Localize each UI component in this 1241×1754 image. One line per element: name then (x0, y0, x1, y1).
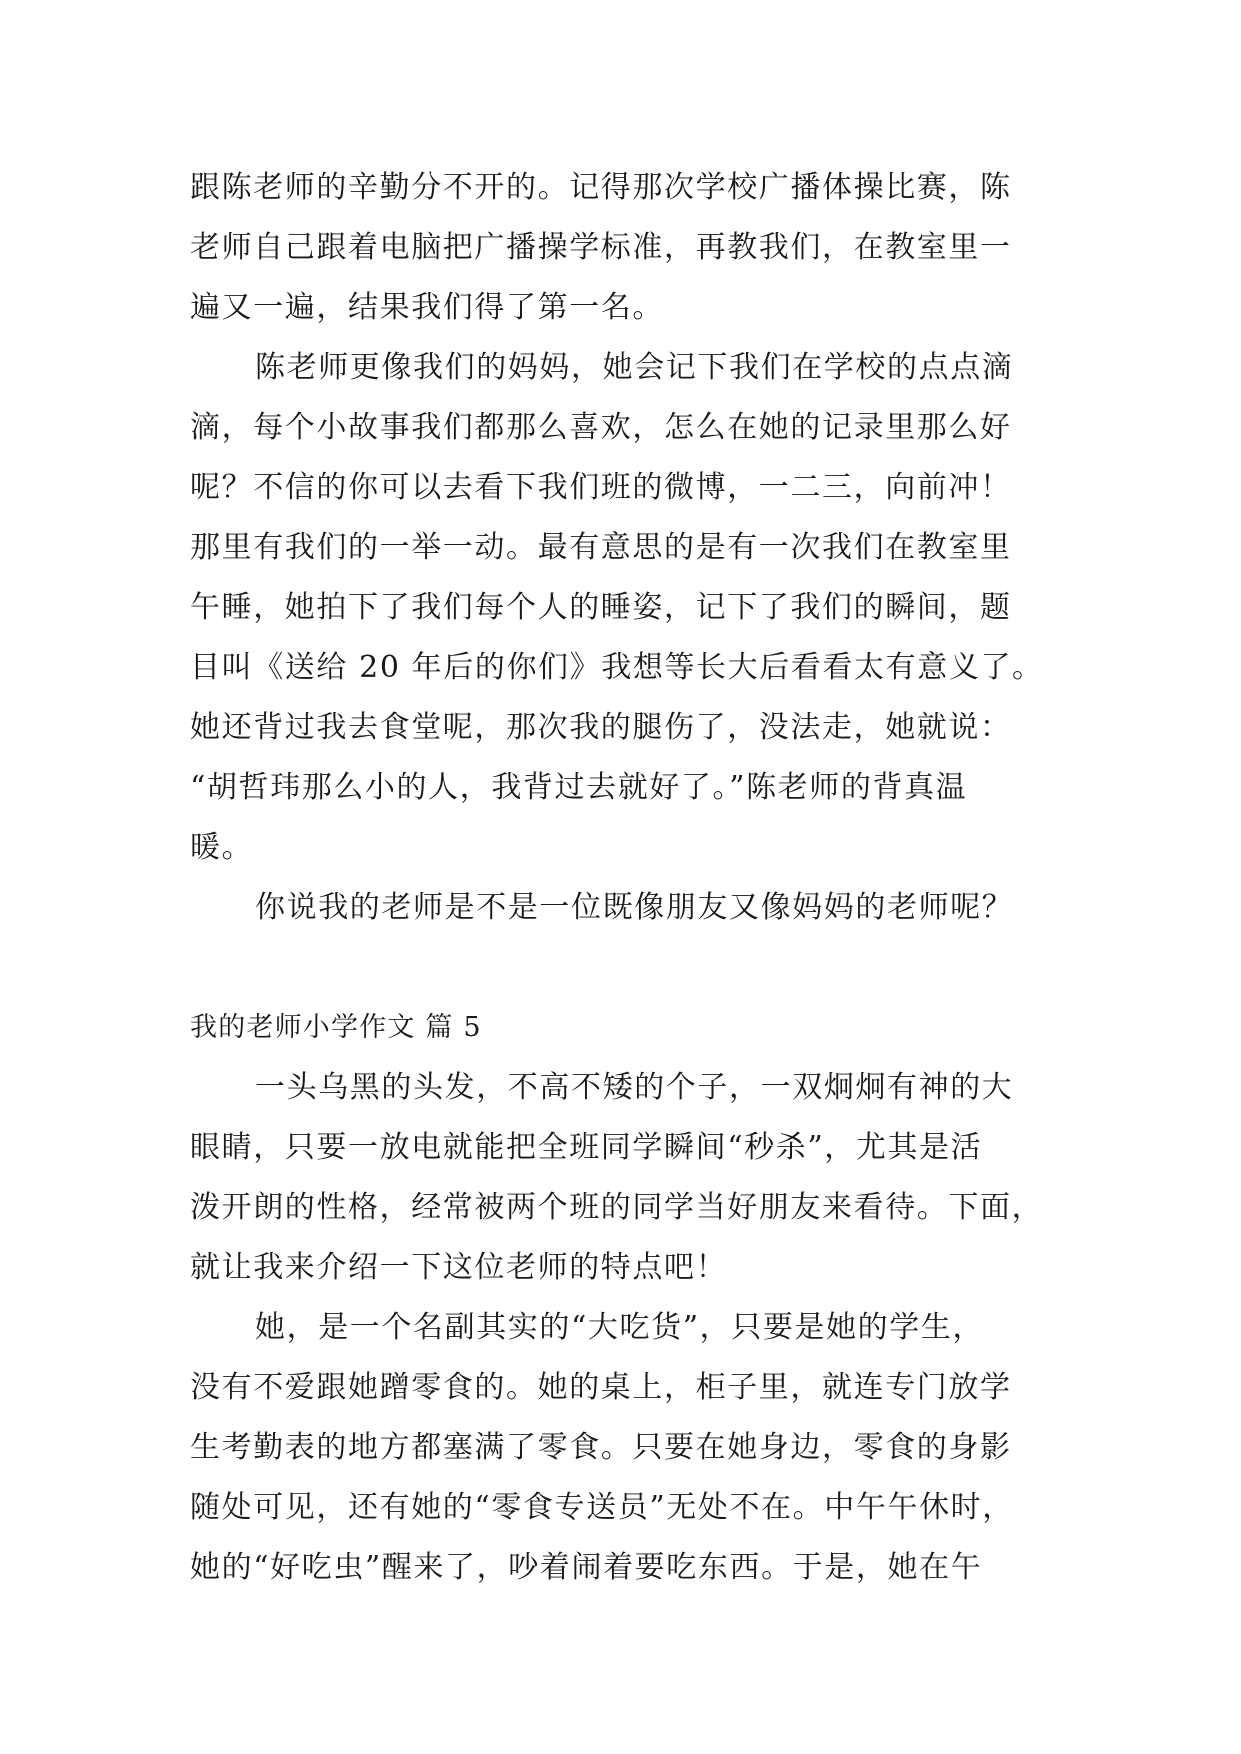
text-line: 那里有我们的一举一动。最有意思的是有一次我们在教室里 (190, 530, 1012, 565)
paragraph-3 (190, 878, 1070, 938)
text-line: 泼开朗的性格，经常被两个班的同学当好朋友来看待。下面， (190, 1190, 1044, 1225)
text-line: 滴，每个小故事我们都那么喜欢，怎么在她的记录里那么好 (190, 410, 1012, 445)
text-line: 没有不爱跟她蹭零食的。她的桌上，柜子里，就连专门放学 (190, 1370, 1012, 1405)
paragraph-2 (190, 338, 1070, 878)
text-line: 随处可见，还有她的“零食专送员”无处不在。中午午休时， (190, 1490, 1014, 1525)
text-line: 跟陈老师的辛勤分不开的。记得那次学校广播体操比赛，陈 (190, 170, 1012, 205)
text-line: 暖。 (190, 830, 254, 865)
text-line: 午睡，她拍下了我们每个人的睡姿，记下了我们的瞬间，题 (190, 590, 1012, 625)
section-spacer (190, 938, 1070, 998)
text-line: 她，是一个名副其实的“大吃货”，只要是她的学生， (255, 1310, 985, 1345)
text-line: 目叫《送给 20 年后的你们》我想等长大后看看太有意义了。 (190, 650, 1044, 685)
text-line: 陈老师更像我们的妈妈，她会记下我们在学校的点点滴 (255, 350, 1014, 385)
text-line: 她还背过我去食堂呢，那次我的腿伤了，没法走，她就说： (190, 710, 1012, 745)
text-line: 老师自己跟着电脑把广播操学标准，再教我们，在教室里一 (190, 230, 1012, 265)
text-line: 就让我来介绍一下这位老师的特点吧！ (190, 1250, 728, 1285)
document-body (190, 158, 1070, 1598)
text-line: 生考勤表的地方都塞满了零食。只要在她身边，零食的身影 (190, 1430, 1012, 1465)
paragraph-4 (190, 1058, 1070, 1298)
text-line: 你说我的老师是不是一位既像朋友又像妈妈的老师呢？ (255, 890, 1014, 925)
paragraph-1 (190, 158, 1070, 338)
text-line: 眼睛，只要一放电就能把全班同学瞬间“秒杀”，尤其是活 (190, 1130, 983, 1165)
text-line: “胡哲玮那么小的人，我背过去就好了。”陈老师的背真温 (190, 770, 968, 805)
text-line: 一头乌黑的头发，不高不矮的个子，一双炯炯有神的大 (255, 1070, 1014, 1105)
paragraph-5 (190, 1298, 1070, 1598)
section-heading: 我的老师小学作文 篇 5 (190, 1012, 482, 1043)
text-line: 她的“好吃虫”醒来了，吵着闹着要吃东西。于是，她在午 (190, 1550, 983, 1585)
text-line: 遍又一遍，结果我们得了第一名。 (190, 290, 664, 325)
text-line: 呢？不信的你可以去看下我们班的微博，一二三，向前冲！ (190, 470, 1012, 505)
